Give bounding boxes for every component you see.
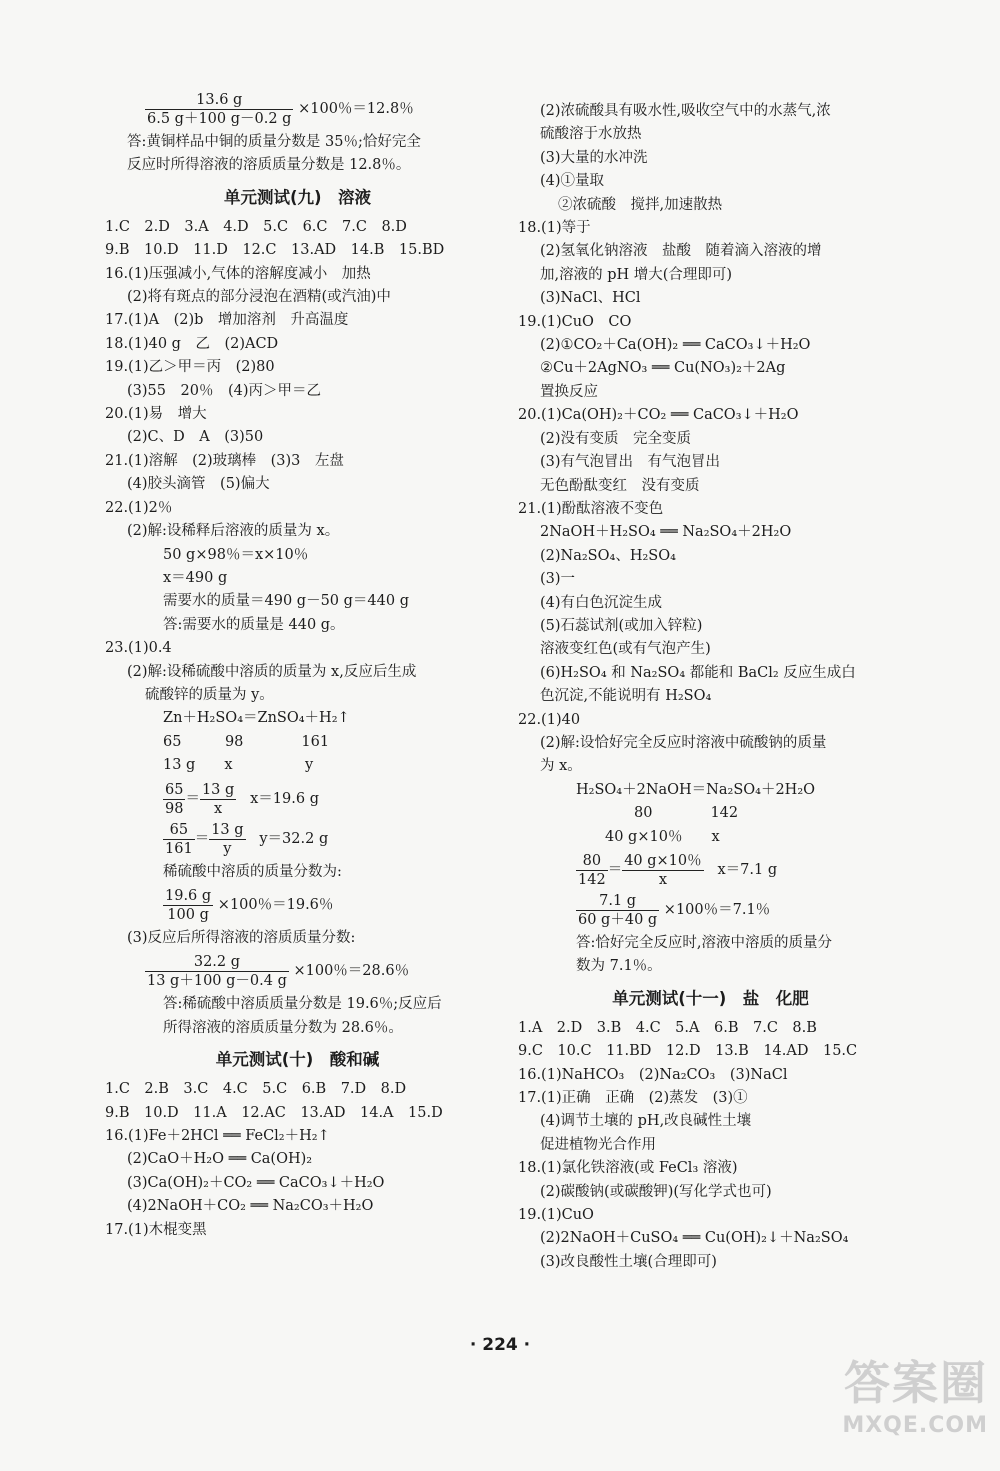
fraction: $\frac{80}{142}$ bbox=[578, 853, 606, 888]
answer-line: (3)55 20％ (4)丙＞甲＝乙 bbox=[127, 382, 321, 399]
answer-line: (3)Ca(OH)₂＋CO₂ ══ CaCO₃↓＋H₂O bbox=[127, 1174, 385, 1191]
answer-line: 1.C 2.D 3.A 4.D 5.C 6.C 7.C 8.D bbox=[105, 218, 407, 235]
fraction: $\frac{32.2 g}{13 g+100 g-0.4 g}$ bbox=[147, 954, 287, 990]
formula-line: $\frac{13.6 g}{6.5 g+100 g-0.2 g}$ ×100％＝12.8％ bbox=[147, 92, 414, 127]
answer-line: 无色酚酞变红 没有变质 bbox=[540, 477, 700, 494]
answer-line: (2)氢氧化钠溶液 盐酸 随着滴入溶液的增 bbox=[540, 243, 822, 260]
answer-line: (2)解:设稀硫酸中溶质的质量为 x,反应后生成 bbox=[127, 663, 417, 680]
answer-line: 18.(1)40 g 乙 (2)ACD bbox=[105, 335, 279, 352]
answer-line: (2)解:设恰好完全反应时溶液中硫酸钠的质量 bbox=[540, 734, 827, 751]
answer-line: 答:需要水的质量是 440 g。 bbox=[163, 616, 345, 633]
answer-line: (2)将有斑点的部分浸泡在酒精(或汽油)中 bbox=[127, 289, 391, 306]
answer-line: Zn＋H₂SO₄＝ZnSO₄＋H₂↑ bbox=[163, 710, 350, 727]
answer-line: 18.(1)氯化铁溶液(或 FeCl₃ 溶液) bbox=[518, 1160, 738, 1177]
answer-line: 17.(1)正确 正确 (2)蒸发 (3)① bbox=[518, 1090, 748, 1107]
answer-line: 答:稀硫酸中溶质质量分数是 19.6％;反应后 bbox=[163, 996, 442, 1013]
answer-line: 16.(1)Fe＋2HCl ══ FeCl₂＋H₂↑ bbox=[105, 1128, 330, 1144]
answer-line: 置换反应 bbox=[540, 383, 598, 400]
right-column bbox=[518, 100, 903, 1274]
answer-line: (2)碳酸钠(或碳酸钾)(写化学式也可) bbox=[540, 1183, 772, 1200]
fraction: $\frac{13 g}{x}$ bbox=[201, 781, 235, 817]
answer-line: 16.(1)压强减小,气体的溶解度减小 加热 bbox=[105, 265, 371, 282]
answer-line: 稀硫酸中溶质的质量分数为: bbox=[163, 863, 342, 880]
section-title: 单元测试(十) 酸和碱 bbox=[215, 1050, 380, 1070]
answer-line: 16.(1)NaHCO₃ (2)Na₂CO₃ (3)NaCl bbox=[518, 1066, 788, 1083]
fraction: $\frac{7.1 g}{60 g+40 g}$ bbox=[578, 893, 658, 928]
fraction: $\frac{13.6 g}{6.5 g+100 g-0.2 g}$ bbox=[147, 92, 292, 127]
answer-line: 反应时所得溶液的溶质质量分数是 12.8％。 bbox=[127, 157, 411, 174]
answer-line: 色沉淀,不能说明有 H₂SO₄ bbox=[540, 688, 712, 705]
answer-line: 答:黄铜样品中铜的质量分数是 35％;恰好完全 bbox=[127, 134, 421, 150]
answer-line: 硫酸溶于水放热 bbox=[540, 126, 642, 143]
answer-line: (3)有气泡冒出 有气泡冒出 bbox=[540, 454, 721, 471]
answer-line: 65 98 161 bbox=[163, 733, 330, 750]
answer-line: 22.(1)40 bbox=[518, 711, 581, 728]
answer-line: 9.C 10.C 11.BD 12.D 13.B 14.AD 15.C bbox=[518, 1043, 858, 1060]
answer-line: 13 g x y bbox=[163, 757, 314, 774]
answer-line: 22.(1)2％ bbox=[105, 499, 173, 516]
answer-line: 答:恰好完全反应时,溶液中溶质的质量分 bbox=[576, 935, 832, 951]
formula-line: $\frac{65}{98}$ ＝ $\frac{13 g}{x}$ x＝19.6 g bbox=[165, 781, 319, 817]
fraction: $\frac{65}{98}$ bbox=[165, 781, 184, 817]
answer-line: (2)Na₂SO₄、H₂SO₄ bbox=[540, 547, 676, 564]
answer-line: (3)NaCl、HCl bbox=[540, 290, 641, 307]
answer-line: (2)解:设稀释后溶液的质量为 x。 bbox=[127, 523, 340, 540]
answer-line: 19.(1)CuO bbox=[518, 1207, 594, 1224]
fraction: $\frac{65}{161}$ bbox=[165, 821, 193, 857]
answer-line: 所得溶液的溶质质量分数为 28.6％。 bbox=[163, 1019, 403, 1036]
answer-line: 1.C 2.B 3.C 4.C 5.C 6.B 7.D 8.D bbox=[105, 1081, 407, 1098]
answer-line: (3)一 bbox=[540, 571, 576, 588]
answer-line: 21.(1)溶解 (2)玻璃棒 (3)3 左盘 bbox=[105, 452, 344, 469]
answer-line: (4)调节土壤的 pH,改良碱性土壤 bbox=[540, 1113, 752, 1130]
answer-line: 17.(1)木棍变黑 bbox=[105, 1221, 207, 1238]
watermark-logo: 答案圈 MXQE.COM bbox=[842, 1356, 988, 1438]
answer-line: 17.(1)A (2)b 增加溶剂 升高温度 bbox=[105, 312, 349, 329]
answer-line: (6)H₂SO₄ 和 Na₂SO₄ 都能和 BaCl₂ 反应生成白 bbox=[540, 664, 856, 681]
answer-line: (2)没有变质 完全变质 bbox=[540, 430, 692, 447]
fraction: $\frac{13 g}{y}$ bbox=[211, 821, 244, 857]
answer-line: 需要水的质量＝490 g－50 g＝440 g bbox=[163, 593, 409, 610]
answer-line: (5)石蕊试剂(或加入锌粒) bbox=[540, 617, 703, 634]
answer-line: (4)2NaOH＋CO₂ ══ Na₂CO₃＋H₂O bbox=[127, 1198, 374, 1215]
answer-line: (2)2NaOH＋CuSO₄ ══ Cu(OH)₂↓＋Na₂SO₄ bbox=[540, 1230, 849, 1247]
formula-line: $\frac{32.2 g}{13 g+100 g-0.4 g}$ ×100％＝28.6％ bbox=[147, 954, 410, 990]
formula-line: $\frac{80}{142}$ ＝ $\frac{40 g\times 10\%}{x}$ x＝7.1 g bbox=[578, 853, 778, 888]
answer-line: 1.A 2.D 3.B 4.C 5.A 6.B 7.C 8.B bbox=[518, 1019, 817, 1036]
fraction: $\frac{19.6 g}{100 g}$ bbox=[165, 887, 212, 923]
answer-line: 40 g×10％ x bbox=[576, 828, 720, 845]
formula-line: $\frac{7.1 g}{60 g+40 g}$ ×100％＝7.1％ bbox=[578, 893, 771, 928]
answer-line: H₂SO₄＋2NaOH＝Na₂SO₄＋2H₂O bbox=[576, 781, 816, 798]
answer-line: 80 142 bbox=[576, 805, 739, 822]
answer-line: (4)胶头滴管 (5)偏大 bbox=[127, 476, 270, 493]
answer-line: 溶液变红色(或有气泡产生) bbox=[540, 641, 711, 658]
answer-line: (2)①CO₂＋Ca(OH)₂ ══ CaCO₃↓＋H₂O bbox=[540, 337, 811, 354]
answer-line: 为 x。 bbox=[540, 758, 582, 775]
formula-line: $\frac{19.6 g}{100 g}$ ×100％＝19.6％ bbox=[165, 887, 334, 923]
answer-line: 19.(1)CuO CO bbox=[518, 313, 632, 330]
answer-line: (2)浓硫酸具有吸水性,吸收空气中的水蒸气,浓 bbox=[540, 103, 831, 119]
answer-line: 2NaOH＋H₂SO₄ ══ Na₂SO₄＋2H₂O bbox=[540, 524, 792, 541]
answer-line: (3)改良酸性土壤(合理即可) bbox=[540, 1253, 717, 1270]
page-number: · 224 · bbox=[469, 1335, 531, 1355]
answer-line: 50 g×98％＝x×10％ bbox=[163, 546, 309, 563]
answer-line: 23.(1)0.4 bbox=[105, 640, 172, 657]
answer-line: 数为 7.1％。 bbox=[576, 958, 662, 975]
answer-line: 9.B 10.D 11.A 12.AC 13.AD 14.A 15.D bbox=[105, 1104, 443, 1121]
fraction: $\frac{40 g\times 10\%}{x}$ bbox=[624, 853, 702, 888]
answer-line: (2)C、D A (3)50 bbox=[127, 429, 264, 446]
section-title: 单元测试(十一) 盐 化肥 bbox=[612, 988, 809, 1008]
left-column bbox=[105, 88, 490, 1242]
answer-line: (4)有白色沉淀生成 bbox=[540, 594, 663, 611]
answer-line: 20.(1)易 增大 bbox=[105, 406, 207, 423]
answer-line: (3)大量的水冲洗 bbox=[540, 149, 648, 166]
answer-line: (2)CaO＋H₂O ══ Ca(OH)₂ bbox=[127, 1151, 313, 1168]
answer-line: (3)反应后所得溶液的溶质质量分数: bbox=[127, 929, 356, 946]
answer-line: (4)①量取 bbox=[540, 173, 605, 190]
answer-line: ②浓硫酸 搅拌,加速散热 bbox=[558, 196, 723, 213]
formula-line: $\frac{65}{161}$ ＝ $\frac{13 g}{y}$ y＝32.2 g bbox=[165, 821, 329, 857]
answer-line: 18.(1)等于 bbox=[518, 220, 591, 237]
answer-line: 加,溶液的 pH 增大(合理即可) bbox=[540, 266, 733, 283]
answer-line: 9.B 10.D 11.D 12.C 13.AD 14.B 15.BD bbox=[105, 242, 445, 259]
section-title: 单元测试(九) 溶液 bbox=[223, 187, 372, 207]
answer-line: 硫酸锌的质量为 y。 bbox=[145, 686, 274, 703]
answer-line: ②Cu＋2AgNO₃ ══ Cu(NO₃)₂＋2Ag bbox=[540, 360, 786, 377]
answer-line: 19.(1)乙＞甲＝丙 (2)80 bbox=[105, 359, 275, 376]
answer-line: 促进植物光合作用 bbox=[540, 1136, 656, 1153]
answer-line: 21.(1)酚酞溶液不变色 bbox=[518, 500, 664, 517]
answer-line: x＝490 g bbox=[163, 569, 228, 586]
answer-line: 20.(1)Ca(OH)₂＋CO₂ ══ CaCO₃↓＋H₂O bbox=[518, 407, 799, 424]
